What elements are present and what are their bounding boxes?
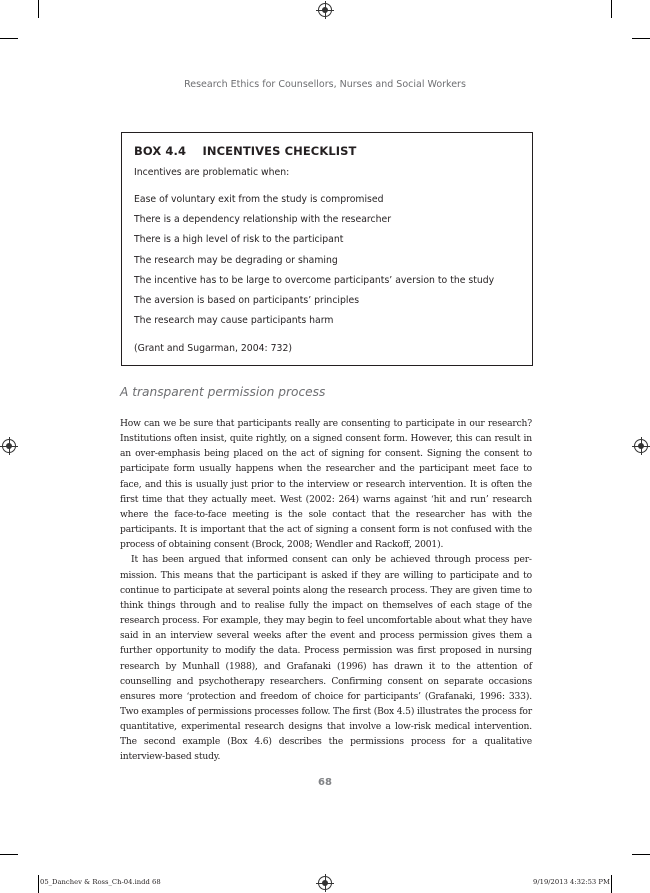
checklist — [134, 194, 494, 335]
section-heading: A transparent permission process — [120, 385, 326, 399]
box-heading: INCENTIVES CHECKLIST — [202, 144, 357, 158]
crop-mark — [38, 0, 39, 18]
registration-mark-icon — [2, 439, 16, 453]
box-number: BOX 4.4 — [134, 144, 187, 158]
crop-mark — [611, 0, 612, 18]
checklist-item: The research may cause participants harm — [134, 315, 334, 327]
crop-mark — [632, 38, 650, 39]
crop-mark — [0, 38, 18, 39]
registration-mark-icon — [318, 876, 332, 890]
crop-mark — [632, 854, 650, 855]
registration-mark-icon — [318, 3, 332, 17]
page-number: 68 — [318, 777, 332, 788]
checklist-item: The research may be degrading or shaming — [134, 254, 338, 266]
box-title — [134, 144, 357, 158]
box-citation: (Grant and Sugarman, 2004: 732) — [134, 343, 293, 354]
crop-mark — [611, 875, 612, 893]
paragraph: How can we be sure that participants really are consenting to participate in our research? Institutions often insist, quite rightly, on a signed consent form. However, this can result in an over-emphasis being placed on the act of signing for consent. Signing the consent to participate form usually happens when the researcher and the participant meet face to face, and this is usually just prior to the interview or research intervention. It is often the first time that they actually meet. West (2002: 264) warns against ‘hit and run’ research where the face-to-face meeting is the sole contact that the researcher has with the participants. It is important that the act of signing a consent form is not confused with the process of obtaining consent (Brock, 2008; Wendler and Rackoff, 2001). — [120, 419, 532, 551]
running-head: Research Ethics for Counsellors, Nurses and Social Workers — [184, 79, 466, 90]
incentives-checklist-box — [121, 132, 533, 366]
slug-datetime: 9/19/2013 4:32:53 PM — [533, 878, 610, 886]
checklist-item: Ease of voluntary exit from the study is compromised — [134, 194, 384, 205]
checklist-item: There is a dependency relationship with the researcher — [134, 214, 392, 226]
paragraph: It has been argued that informed consent can only be achieved through process permission. This means that the participant is asked if they are willing to participate and to continue to participate at several points along the research process. They are given time to think things through and to realise fully the impact on themselves of each stage of the research process. For example, they may begin to feel uncomfortable about what they have said in an interview several weeks after the event and process permission gives them a further opportunity to modify the data. Process permission was first proposed in nursing research by Munhall (1988), and Grafanaki (1996) has drawn it to the attention of counselling and psychotherapy researchers. Confirming consent on separate occasions ensures more ‘protection and freedom of choice for participants’ (Grafanaki, 1996: 333). Two examples of permissions processes follow. The first (Box 4.5) illustrates the process for quantitative, experimental research designs that involve a low-risk medical intervention. The second example (Box 4.6) describes the permissions process for a qualitative interview-based study. — [120, 555, 532, 763]
checklist-item: There is a high level of risk to the participant — [134, 234, 344, 246]
checklist-item: The incentive has to be large to overcome participants’ aversion to the study — [134, 274, 495, 286]
crop-mark — [0, 854, 18, 855]
body-text — [120, 417, 532, 766]
registration-mark-icon — [634, 439, 648, 453]
slug-file: 05_Danchev & Ross_Ch-04.indd 68 — [40, 878, 161, 886]
box-intro: Incentives are problematic when: — [134, 167, 290, 178]
checklist-item: The aversion is based on participants’ principles — [134, 294, 360, 306]
crop-mark — [38, 875, 39, 893]
